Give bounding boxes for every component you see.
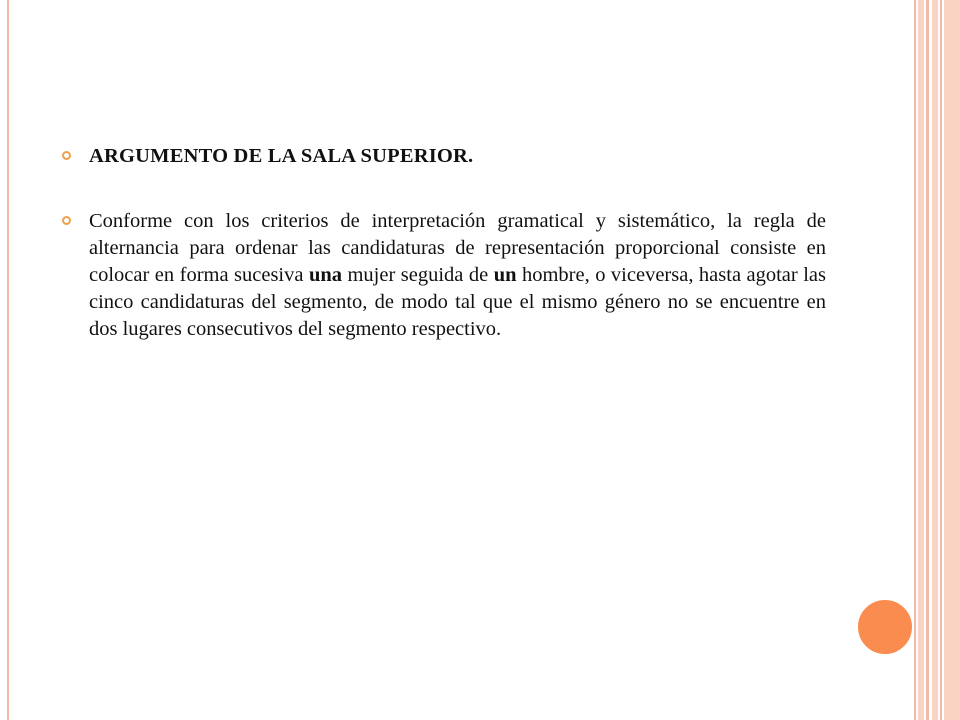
stripe: [940, 0, 942, 720]
stripe: [918, 0, 924, 720]
paragraph-text: hombre, o viceversa, hasta agotar las cinco candidaturas del segmento, de modo tal que el mismo género no se encuentre en dos lugares consecutivos del segmento respectivo.: [89, 264, 826, 340]
slide-content: [62, 143, 826, 343]
stripe: [926, 0, 929, 720]
paragraph-text: mujer seguida de: [342, 264, 494, 286]
bullet-paragraph: [62, 208, 826, 343]
stripe: [932, 0, 938, 720]
body-paragraph: [89, 208, 826, 343]
bullet-heading: [62, 143, 826, 170]
stripe: [944, 0, 960, 720]
slide-heading: ARGUMENTO DE LA SALA SUPERIOR.: [89, 145, 474, 167]
emphasis-una: una: [308, 264, 343, 286]
ring-bullet-icon: [62, 151, 71, 160]
slide-frame-border: [7, 0, 916, 720]
decorative-stripes: [918, 0, 960, 720]
paragraph-text: Conforme con los criterios de interpretación gramatical y sistemático, la regla de alternancia para ordenar las candidaturas de representación proporcional consiste en colocar en forma sucesiva: [89, 210, 826, 286]
emphasis-un: un: [493, 264, 517, 286]
accent-circle: [856, 598, 914, 656]
ring-bullet-icon: [62, 216, 71, 225]
